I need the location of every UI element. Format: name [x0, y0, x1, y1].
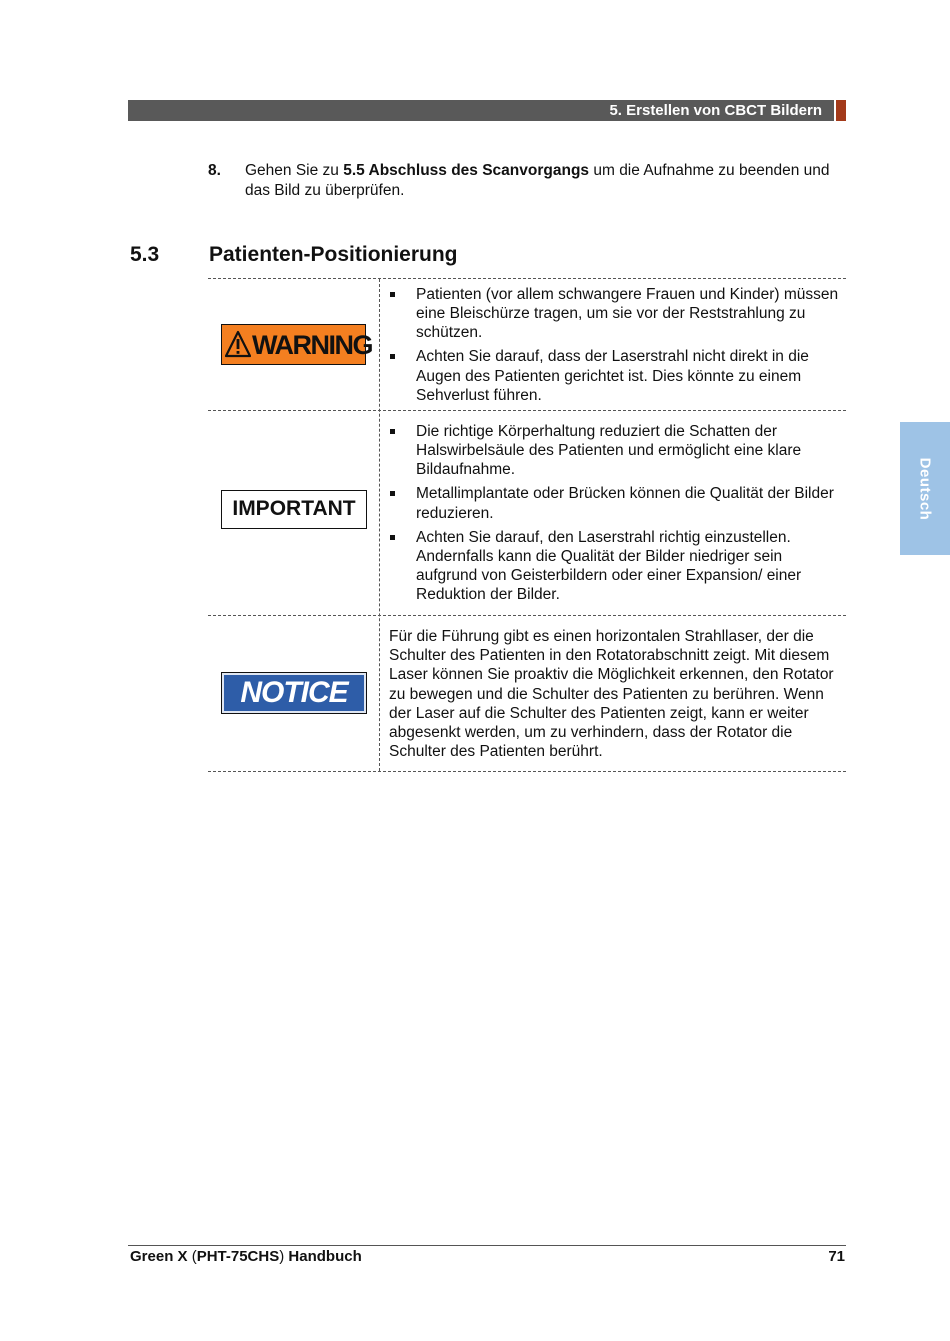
important-sign: IMPORTANT — [221, 490, 367, 529]
list-item-text: Metallimplantate oder Brücken können die Qualität der Bilder reduzieren. — [416, 485, 834, 522]
table-rule-1 — [208, 410, 846, 411]
step-reference[interactable]: 5.5 Abschluss des Scanvorgangs — [343, 162, 590, 179]
warning-label: WARNING — [252, 330, 372, 360]
list-item — [389, 285, 841, 343]
footer-paren-close: ) — [279, 1248, 289, 1265]
important-content — [389, 422, 841, 609]
warning-triangle-icon — [225, 330, 251, 358]
notice-content: Für die Führung gibt es einen horizontalen Strahllaser, der die Schulter des Patienten in den Rotatorabschnitt zeigt. Mit diesem Laser können Sie proaktiv die Möglichkeit erkennen, den Rotator zu bewegen und die Schulter des Patienten zu berühren. Wenn der Laser auf die Schulter des Patienten zeigt, kann er weiter abgesenkt werden, um zu verhindern, dass der Rotator die Schulter des Patienten berührt. — [389, 628, 834, 761]
list-item — [389, 347, 841, 405]
list-item — [389, 484, 841, 522]
footer-product — [130, 1248, 362, 1266]
footer-model: PHT-75CHS — [196, 1248, 280, 1265]
bullet-icon — [390, 354, 395, 359]
step-text-before: Gehen Sie zu — [245, 162, 344, 179]
chapter-title: 5. Erstellen von CBCT Bildern — [609, 102, 822, 119]
notice-sign: NOTICE — [221, 672, 367, 714]
bullet-icon — [390, 429, 395, 434]
language-side-tab[interactable] — [900, 422, 950, 555]
table-rule-top — [208, 278, 846, 279]
language-tab-label: Deutsch — [916, 457, 934, 520]
table-divider — [379, 279, 380, 771]
section-title: Patienten-Positionierung — [209, 243, 458, 266]
bullet-icon — [390, 292, 395, 297]
page-number: 71 — [828, 1248, 845, 1265]
footer-paren-open: ( — [187, 1248, 197, 1265]
footer-doc-name: Handbuch — [288, 1248, 362, 1265]
footer-rule — [128, 1245, 846, 1246]
list-item-text: Achten Sie darauf, dass der Laserstrahl nicht direkt in die Augen des Patienten gerichtet ist. Dies könnte zu einem Sehverlust führen. — [416, 348, 809, 404]
table-rule-2 — [208, 615, 846, 616]
list-item-text: Achten Sie darauf, den Laserstrahl richtig einzustellen. Andernfalls kann die Qualität der Bilder niedriger sein aufgrund von Geisterbildern oder einer Expansion/ einer Reduktion der Bilder. — [416, 528, 802, 604]
warning-content — [389, 285, 841, 410]
bullet-icon — [390, 491, 395, 496]
list-item-text: Die richtige Körperhaltung reduziert die Schatten der Halswirbelsäule des Patienten und ermöglicht eine klare Bildaufnahme. — [416, 423, 802, 479]
table-rule-bottom — [208, 771, 846, 772]
step-text-after: um die Aufnahme zu beenden und das Bild zu überprüfen. — [245, 162, 830, 199]
footer-product-name: Green X — [130, 1248, 188, 1265]
warning-sign — [221, 324, 372, 365]
bullet-icon — [390, 535, 395, 540]
header-accent — [836, 100, 846, 121]
list-item — [389, 528, 841, 605]
step-text — [245, 161, 845, 201]
step-number: 8. — [208, 162, 221, 179]
list-item — [389, 422, 841, 480]
section-number: 5.3 — [130, 243, 160, 266]
list-item-text: Patienten (vor allem schwangere Frauen und Kinder) müssen eine Bleischürze tragen, um sie vor der Reststrahlung zu schützen. — [416, 286, 839, 342]
